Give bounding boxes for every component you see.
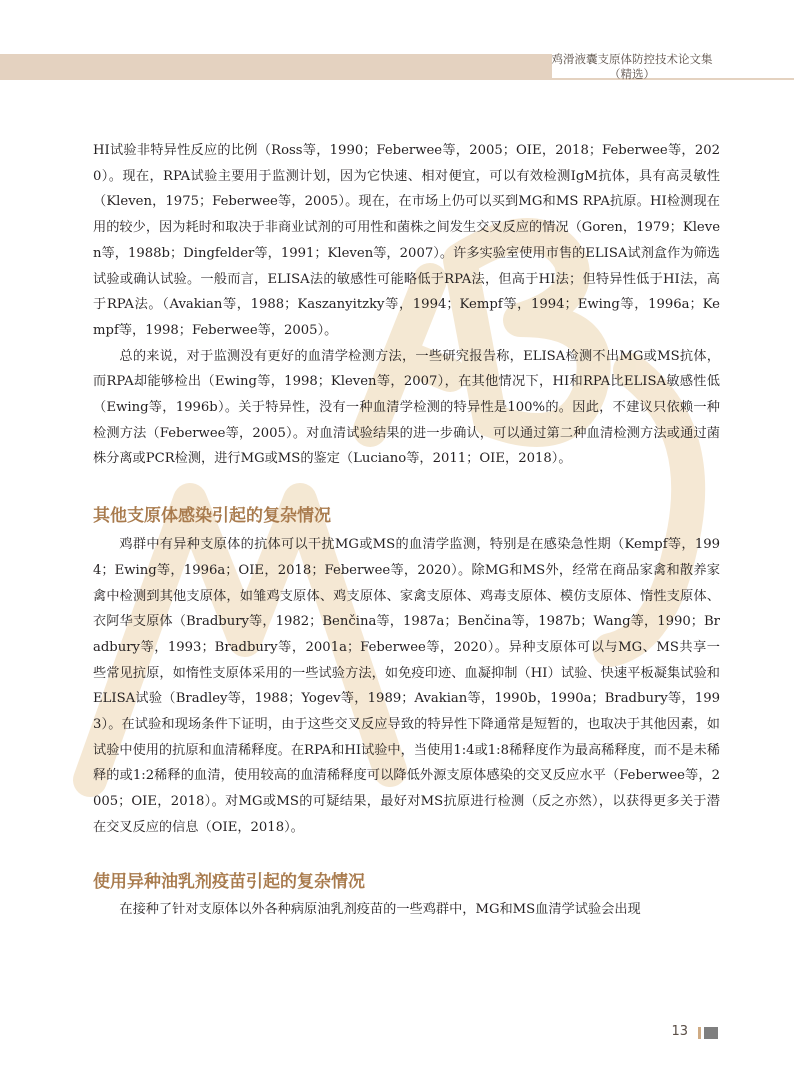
body-paragraph: HI试验非特异性反应的比例（Ross等，1990；Feberwee等，2005；OIE，2018；Feberwee等，2020）。现在，RPA试验主要用于监测计划，因为它快速、相对便宜，可以有效检测IgM抗体，具有高灵敏性（Kleven，1975；Feberwee等，2005）。现在，在市场上仍可以买到MG和MS RPA抗原。HI检测现在用的较少，因为耗时和取决于非商业试剂的可用性和菌株之间发生交叉反应的情况（Goren，1979；Kleven等，1988b；Dingfelder等，1991；Kleven等，2007）。许多实验室使用市售的ELISA试剂盒作为筛选试验或确认试验。一般而言，ELISA法的敏感性可能略低于RPA法，但高于HI法；但特异性低于HI法，高于RPA法。（Avakian等，1988；Kaszanyitzky等，1994；Kempf等，1994；Ewing等，1996a；Kempf等，1998；Feberwee等，2005）。 [93, 143, 720, 338]
footer-gray-bar [704, 1027, 718, 1039]
header-band [0, 54, 552, 78]
section-heading: 其他支原体感染引起的复杂情况 [93, 506, 331, 527]
section-heading: 使用异种油乳剂疫苗引起的复杂情况 [93, 871, 365, 892]
footer-accent-bar [698, 1027, 701, 1039]
page-number: 13 [671, 1024, 688, 1039]
body-paragraph: 总的来说，对于监测没有更好的血清学检测方法，一些研究报告称，ELISA检测不出MG或MS抗体，而RPA却能够检出（Ewing等，1998；Kleven等，2007），在其他情况下，HI和RPA比ELISA敏感性低（Ewing等，1996b）。关于特异性，没有一种血清学检测的特异性是100%的。因此，不建议只依赖一种检测方法（Feberwee等，2005）。对血清试验结果的进一步确认，可以通过第二种血清检测方法或通过菌株分离或PCR检测，进行MG或MS的鉴定（Luciano等，2011；OIE，2018）。 [93, 348, 720, 467]
main-content [93, 138, 720, 922]
running-header-subtitle: （精选） [609, 67, 655, 81]
running-header [522, 52, 742, 82]
running-header-title: 鸡滑液囊支原体防控技术论文集 [551, 52, 713, 66]
body-paragraph: 在接种了针对支原体以外各种病原油乳剂疫苗的一些鸡群中，MG和MS血清学试验会出现 [119, 901, 641, 917]
body-paragraph: 鸡群中有异种支原体的抗体可以干扰MG或MS的血清学监测，特别是在感染急性期（Kempf等，1994；Ewing等，1996a；OIE，2018；Feberwee等，2020）。除MG和MS外，经常在商品家禽和散养家禽中检测到其他支原体，如雏鸡支原体、鸡支原体、家禽支原体、鸡毒支原体、模仿支原体、惰性支原体、衣阿华支原体（Bradbury等，1982；Benčina等，1987a；Benčina等，1987b；Wang等，1990；Bradbury等，1993；Bradbury等，2001a；Feberwee等，2020）。异种支原体可以与MG、MS共享一些常见抗原，如惰性支原体采用的一些试验方法，如免疫印迹、血凝抑制（HI）试验、快速平板凝集试验和ELISA试验（Bradley等，1988；Yogev等，1989；Avakian等，1990b，1990a；Bradbury等，1993）。在试验和现场条件下证明，由于这些交叉反应导致的特异性下降通常是短暂的，也取决于其他因素，如试验中使用的抗原和血清稀释度。在RPA和HI试验中，当使用1:4或1:8稀释度作为最高稀释度，而不是未稀释的或1:2稀释的血清，使用较高的血清稀释度可以降低外源支原体感染的交叉反应水平（Feberwee等，2005；OIE，2018）。对MG或MS的可疑结果，最好对MS抗原进行检测（反之亦然），以获得更多关于潜在交叉反应的信息（OIE，2018）。 [93, 537, 720, 835]
